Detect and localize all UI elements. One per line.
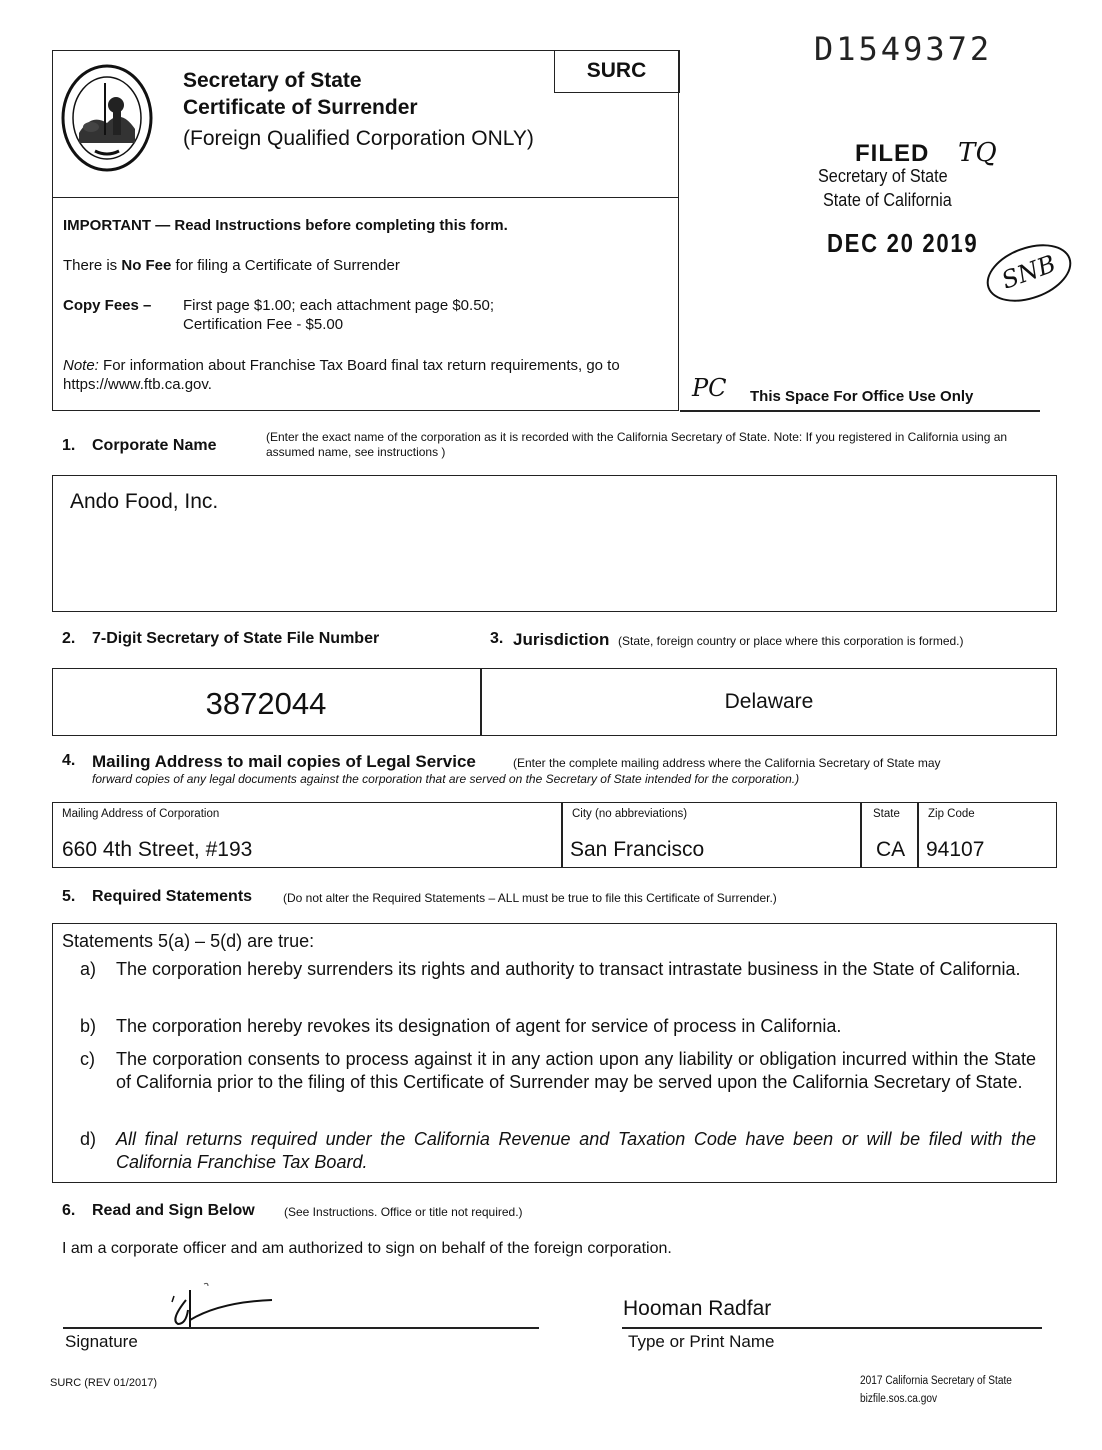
section-4-number: 4. <box>62 752 76 769</box>
section-6-title: Read and Sign Below <box>92 1202 255 1219</box>
agency-title: Secretary of State <box>183 69 362 92</box>
footer-website: bizfile.sos.ca.gov <box>860 1393 938 1405</box>
no-fee-suffix: for filing a Certificate of Surrender <box>171 257 400 274</box>
city-label: City (no abbreviations) <box>572 808 688 820</box>
form-title: Certificate of Surrender <box>183 96 418 119</box>
section-6-hint: (See Instructions. Office or title not required.) <box>284 1205 523 1219</box>
statement-label: b) <box>80 1016 97 1036</box>
section-1-number: 1. <box>62 437 76 454</box>
note-label: Note: <box>63 357 99 374</box>
city-field[interactable]: San Francisco <box>570 838 705 861</box>
no-fee-prefix: There is <box>63 257 122 274</box>
section-1-title: Corporate Name <box>92 437 217 454</box>
section-2-number: 2. <box>62 630 76 647</box>
printed-name-line <box>622 1327 1042 1329</box>
form-code-badge: SURC <box>554 50 680 93</box>
file-number-field[interactable]: 3872044 <box>205 686 327 721</box>
statement-text: The corporation consents to process against it in any action upon any liability or obligation incurred within the State of California prior to the filing of this Certificate of Surrender may be served upon the California Secretary of State. <box>116 1049 1036 1092</box>
address-field[interactable]: 660 4th Street, #193 <box>62 838 253 861</box>
note-text: For information about Franchise Tax Board final tax return requirements, go to https://www.ftb.ca.gov. <box>63 357 620 393</box>
filed-date: DEC 20 2019 <box>827 228 979 258</box>
state-zip-divider <box>917 802 919 868</box>
no-fee-bold: No Fee <box>121 257 172 274</box>
section-2-title: 7-Digit Secretary of State File Number <box>92 630 380 647</box>
stamp-line-1: Secretary of State <box>818 166 948 186</box>
section-5-hint: (Do not alter the Required Statements – ALL must be true to file this Certificate of Surrender.) <box>283 891 777 905</box>
signature-scribble-icon <box>160 1280 280 1330</box>
section-1-hint: (Enter the exact name of the corporation as it is recorded with the California Secretary of State. Note: If you registered in California using an assumed name, see instructions ) <box>266 430 1008 459</box>
officer-declaration: I am a corporate officer and am authorized to sign on behalf of the foreign corporation. <box>62 1240 672 1257</box>
filed-initials: TQ <box>958 138 997 168</box>
office-use-divider <box>680 410 1040 412</box>
form-revision: SURC (REV 01/2017) <box>50 1377 157 1389</box>
address-city-divider <box>561 802 563 868</box>
statement-text: The corporation hereby surrenders its rights and authority to transact intrastate business in the State of California. <box>116 959 1021 979</box>
pc-initials: PC <box>692 374 727 402</box>
copy-fees-label: Copy Fees – <box>63 297 152 314</box>
circled-initials: SNB <box>979 234 1079 313</box>
california-seal-icon <box>61 63 153 173</box>
zip-label: Zip Code <box>928 808 975 820</box>
printed-name-field[interactable]: Hooman Radfar <box>623 1297 772 1320</box>
section-3-title: Jurisdiction <box>513 630 610 649</box>
section-4-hint-line2: forward copies of any legal documents against the corporation that are served on the Secretary of State intended for the corporation.) <box>92 772 800 786</box>
form-header-box <box>52 50 679 411</box>
state-field[interactable]: CA <box>876 838 906 861</box>
state-label: State <box>873 808 900 820</box>
statement-label: c) <box>80 1049 95 1069</box>
city-state-divider <box>860 802 862 868</box>
signature-label: Signature <box>65 1332 138 1351</box>
section-5-title: Required Statements <box>92 888 253 905</box>
section-4-hint-line1: (Enter the complete mailing address where the California Secretary of State may <box>513 756 941 770</box>
statement-text: The corporation hereby revokes its designation of agent for service of process in California. <box>116 1016 842 1036</box>
stamp-line-2: State of California <box>823 190 952 210</box>
statement-label: a) <box>80 959 97 979</box>
statement-text: All final returns required under the California Revenue and Taxation Code have been or will be filed with the California Franchise Tax Board. <box>116 1129 1036 1172</box>
important-notice: IMPORTANT — Read Instructions before completing this form. <box>63 217 508 234</box>
signature-field[interactable] <box>63 1327 539 1329</box>
office-use-label: This Space For Office Use Only <box>750 388 974 405</box>
copy-fees-line1: First page $1.00; each attachment page $0.50; <box>183 297 495 314</box>
copy-fees-line2: Certification Fee - $5.00 <box>183 316 344 333</box>
corporate-name-value: Ando Food, Inc. <box>70 490 219 513</box>
section-3-hint: (State, foreign country or place where this corporation is formed.) <box>618 634 964 648</box>
zip-field[interactable]: 94107 <box>926 838 985 861</box>
section-4-title: Mailing Address to mail copies of Legal Service <box>92 752 476 771</box>
printed-name-label: Type or Print Name <box>628 1332 775 1351</box>
document-number: D1549372 <box>814 30 993 68</box>
no-fee-notice <box>63 256 400 275</box>
copy-fees-value <box>183 296 494 334</box>
address-label: Mailing Address of Corporation <box>62 808 220 820</box>
form-subtitle: (Foreign Qualified Corporation ONLY) <box>183 127 534 150</box>
form-title-area <box>53 51 678 198</box>
filed-stamp: FILED <box>855 140 930 167</box>
section-3-number: 3. <box>490 630 504 647</box>
section-6-number: 6. <box>62 1202 76 1219</box>
footer-copyright: 2017 California Secretary of State <box>860 1375 1012 1387</box>
statements-intro: Statements 5(a) – 5(d) are true: <box>62 931 315 951</box>
ftb-note <box>63 356 673 394</box>
section-5-number: 5. <box>62 888 76 905</box>
statement-label: d) <box>80 1129 97 1149</box>
jurisdiction-field[interactable]: Delaware <box>724 690 814 713</box>
